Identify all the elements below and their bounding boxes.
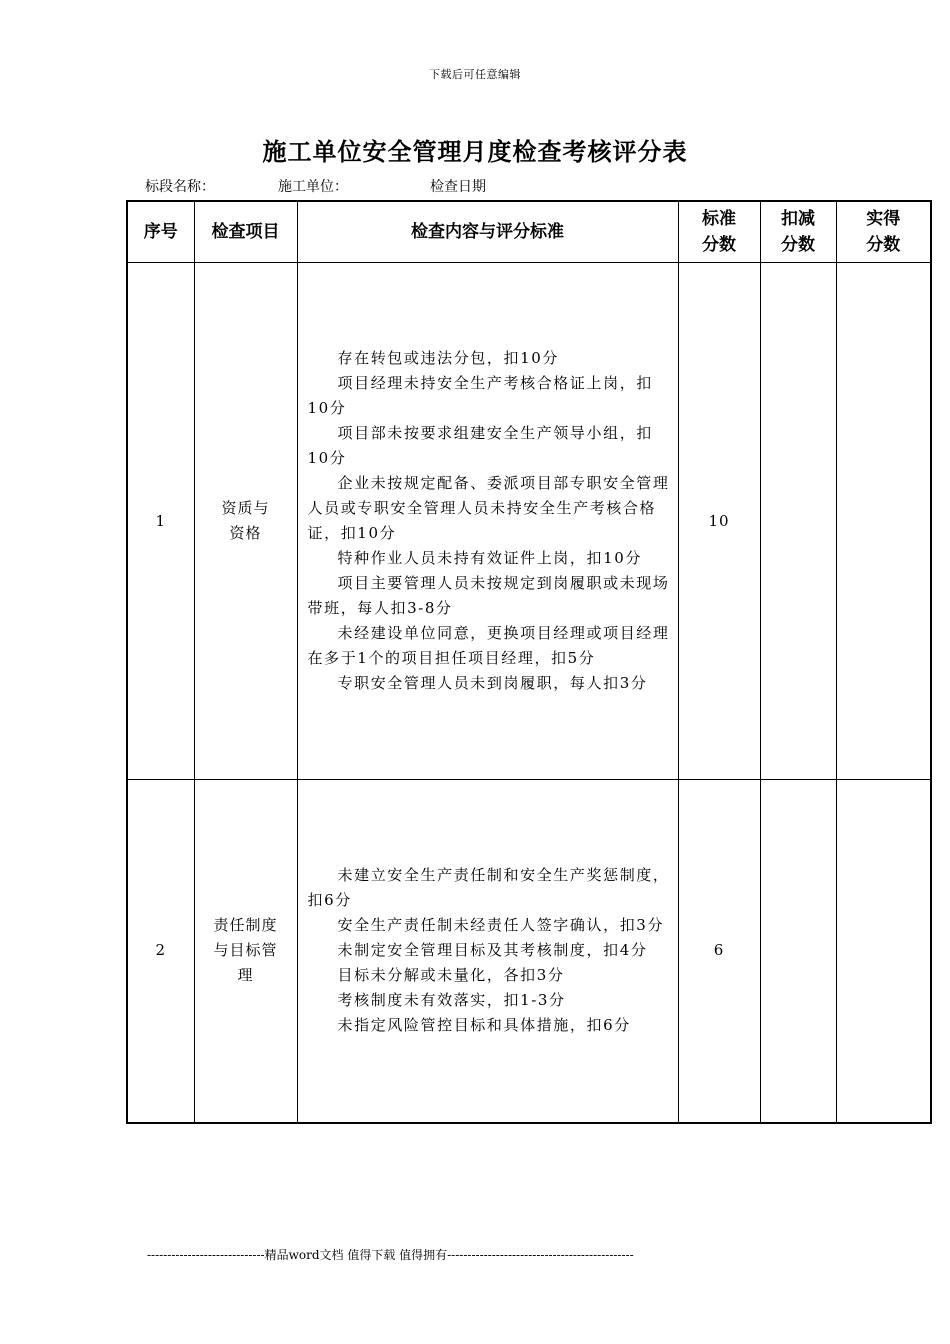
row-item-line1: 资质与 <box>221 499 270 517</box>
header-item: 检查项目 <box>194 201 297 263</box>
section-name-label: 标段名称： <box>145 179 215 195</box>
row-item-line2: 与目标管 <box>213 941 278 960</box>
header-deduct-score <box>760 201 836 263</box>
page-title: 施工单位安全管理月度检查考核评分表 <box>262 137 688 166</box>
header-standard-score <box>678 201 760 263</box>
criterion: 目标未分解或未量化，各扣3分 <box>337 966 565 985</box>
contractor-label: 施工单位： <box>278 179 348 195</box>
table-row <box>127 263 931 780</box>
table-row <box>127 780 931 1123</box>
row-seq: 2 <box>127 780 194 1123</box>
row-standard-score: 6 <box>678 780 760 1123</box>
criterion: 项目部未按要求组建安全生产领导小组，扣10分 <box>307 424 653 467</box>
criterion: 存在转包或违法分包，扣10分 <box>337 349 559 367</box>
row-criteria <box>297 780 678 1123</box>
header-content: 检查内容与评分标准 <box>297 201 678 263</box>
criterion: 未指定风险管控目标和具体措施，扣6分 <box>337 1016 631 1035</box>
row-deduct-score[interactable] <box>760 780 836 1123</box>
header-actual-score <box>836 201 931 263</box>
row-item-line3: 理 <box>237 966 254 985</box>
header-actual-line1: 实得 <box>866 209 901 229</box>
row-item-line2: 资格 <box>229 524 262 542</box>
criterion: 特种作业人员未持有效证件上岗，扣10分 <box>337 549 642 567</box>
criterion: 项目经理未持安全生产考核合格证上岗，扣10分 <box>307 374 653 417</box>
row-deduct-score[interactable] <box>760 263 836 780</box>
criterion: 未制定安全管理目标及其考核制度，扣4分 <box>337 941 648 960</box>
criterion: 未经建设单位同意，更换项目经理或项目经理在多于1个的项目担任项目经理，扣5分 <box>307 624 670 667</box>
row-item <box>194 780 297 1123</box>
criterion: 安全生产责任制未经责任人签字确认，扣3分 <box>337 916 665 935</box>
header-deduct-line1: 扣减 <box>781 209 815 229</box>
row-item-line1: 责任制度 <box>213 916 278 935</box>
row-actual-score[interactable] <box>836 780 931 1123</box>
check-date-label: 检查日期 <box>430 179 486 195</box>
criterion: 未建立安全生产责任制和安全生产奖惩制度，扣6分 <box>307 866 670 910</box>
row-criteria <box>297 263 678 780</box>
header-deduct-line2: 分数 <box>781 235 815 255</box>
row-actual-score[interactable] <box>836 263 931 780</box>
header-standard-line1: 标准 <box>702 209 736 229</box>
header-standard-line2: 分数 <box>702 235 736 255</box>
criterion: 企业未按规定配备、委派项目部专职安全管理人员或专职安全管理人员未持安全生产考核合格证，扣10分 <box>307 474 670 542</box>
row-standard-score: 10 <box>678 263 760 780</box>
header-seq: 序号 <box>127 201 194 263</box>
criterion: 考核制度未有效落实，扣1-3分 <box>337 991 566 1010</box>
criterion: 项目主要管理人员未按规定到岗履职或未现场带班，每人扣3-8分 <box>307 574 670 617</box>
header-note: 下载后可任意编辑 <box>429 68 521 81</box>
criterion: 专职安全管理人员未到岗履职，每人扣3分 <box>337 674 648 692</box>
header-actual-line2: 分数 <box>866 235 901 255</box>
footer-note: -----------------------------精品word文档 值得下载 值得拥有---------------------------------------------- <box>147 1248 634 1262</box>
table-header-row <box>127 201 931 263</box>
score-table <box>126 200 932 1124</box>
row-seq: 1 <box>127 263 194 780</box>
row-item <box>194 263 297 780</box>
